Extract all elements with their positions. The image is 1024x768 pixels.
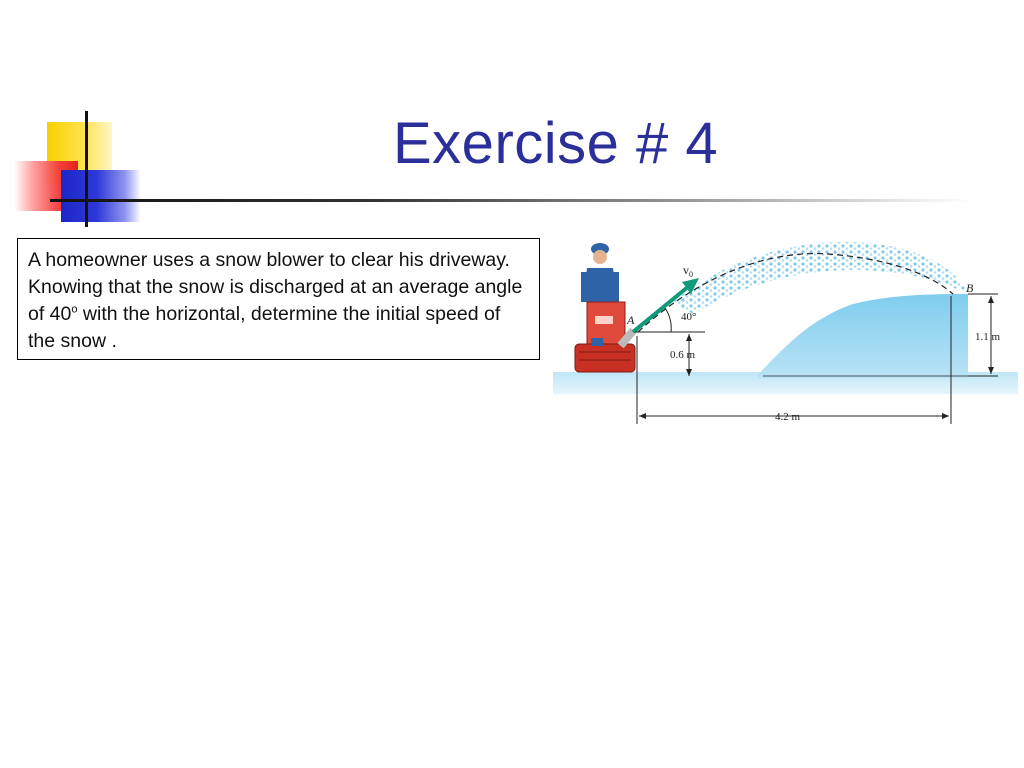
label-a: A	[627, 313, 635, 327]
problem-statement	[17, 238, 540, 360]
title-underline	[50, 199, 970, 202]
slide-title: Exercise # 4	[393, 111, 719, 176]
problem-text-part2: with the horizontal, determine the initial speed of the snow .	[28, 303, 501, 352]
problem-text-part1: A homeowner uses a snow blower to clear his driveway. Knowing that the snow is discharged at an average angle of 40	[28, 249, 523, 325]
snow-pile	[758, 294, 968, 378]
label-height-b: 1.1 m	[975, 331, 1001, 343]
label-v0: $v_0$	[683, 263, 693, 279]
label-distance: 4.2 m	[775, 411, 801, 423]
distance-arrowhead-right	[942, 413, 949, 419]
blue-square	[61, 170, 141, 222]
label-b: B	[966, 281, 974, 295]
distance-arrowhead-left	[639, 413, 646, 419]
snow-blower-diagram	[553, 232, 1018, 432]
slide-logo-decoration	[0, 0, 150, 240]
height-a-arrowhead-top	[686, 334, 692, 341]
label-angle: 40°	[681, 311, 697, 323]
velocity-arrow	[633, 286, 689, 332]
height-b-arrowhead-top	[988, 296, 994, 303]
vertical-rule	[85, 111, 88, 227]
angle-arc	[665, 308, 671, 332]
label-height-a: 0.6 m	[670, 349, 696, 361]
degree-superscript: o	[71, 303, 78, 316]
